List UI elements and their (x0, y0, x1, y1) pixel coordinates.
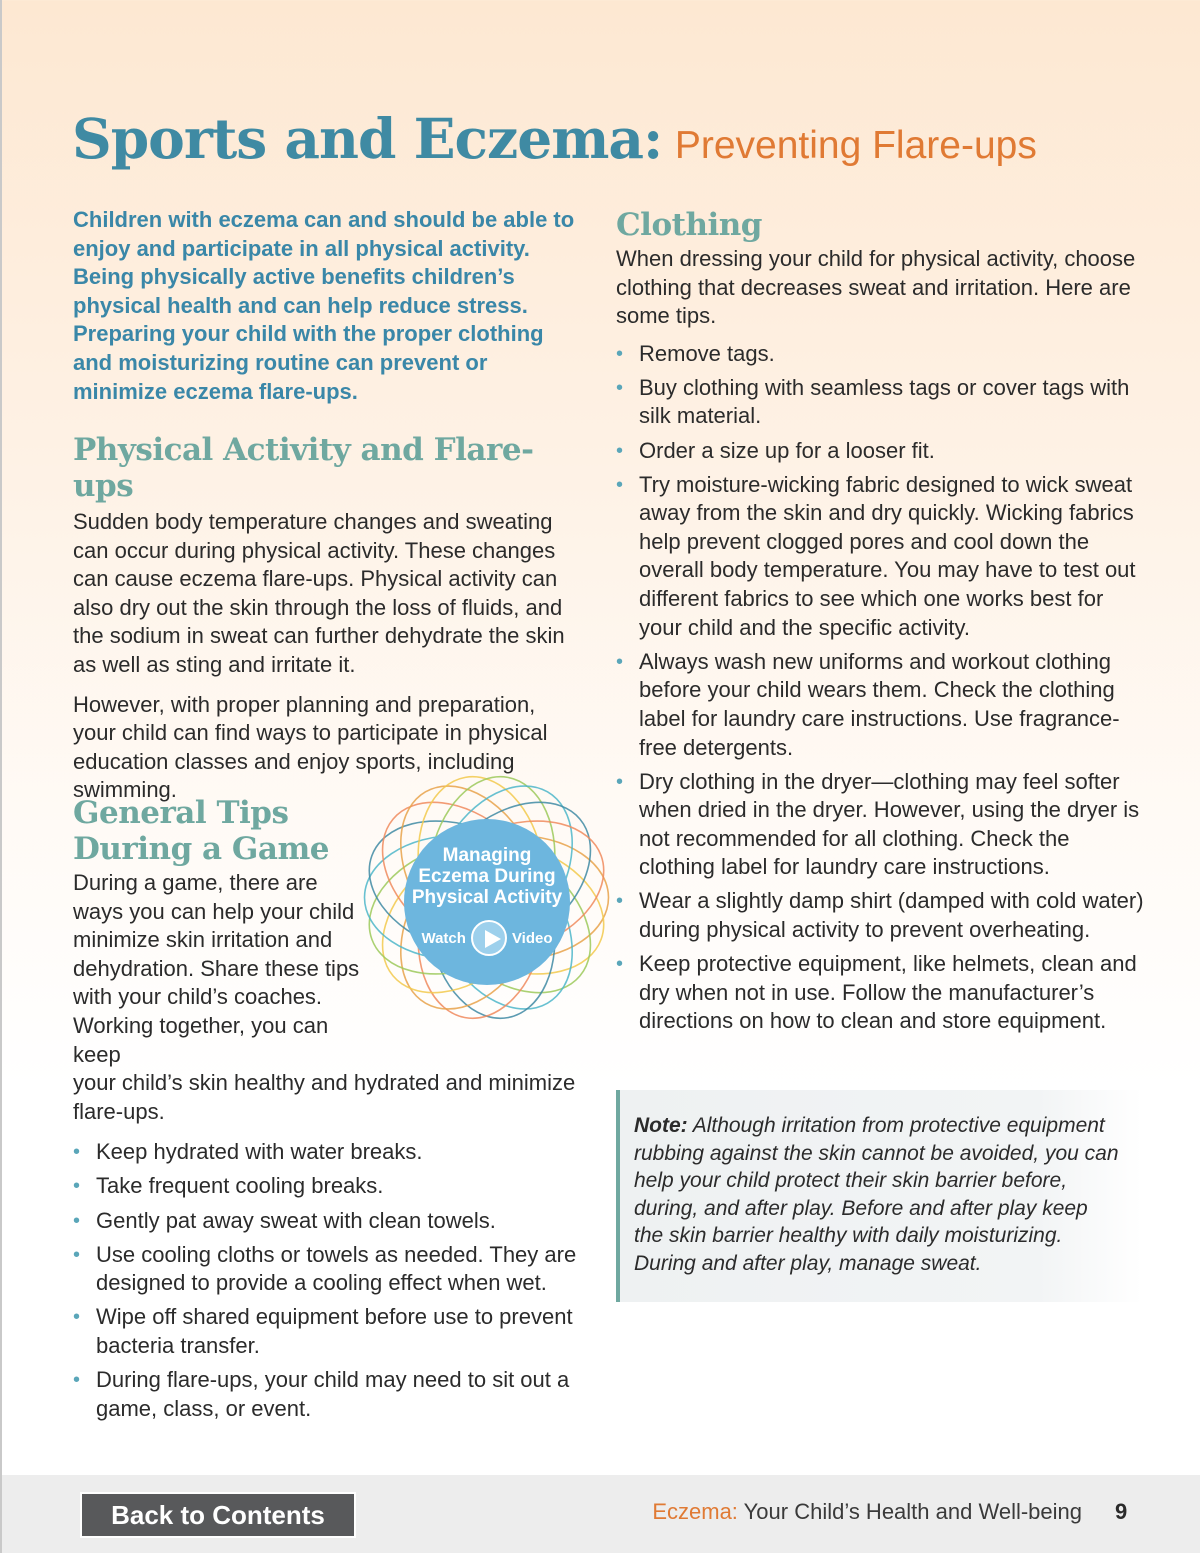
physical-activity-paragraph: However, with proper planning and preparation, your child can find ways to participate in physical education classes and enjoy sports, including swimming. (73, 691, 548, 803)
general-tips-heading-line: During a Game (73, 831, 330, 867)
general-tips-list (73, 1138, 578, 1423)
list-item: • Remove tags. (616, 340, 1146, 369)
list-item: • Buy clothing with seamless tags or cover tags with silk material. (616, 374, 1146, 431)
list-item: • During flare-ups, your child may need to sit out a game, class, or event. (73, 1366, 578, 1423)
publication-brand: Eczema: (652, 1499, 738, 1524)
list-item: • Wipe off shared equipment before use to prevent bacteria transfer. (73, 1303, 578, 1360)
clothing-intro: When dressing your child for physical activity, choose clothing that decreases sweat and irritation. Here are some tips. (616, 246, 1136, 329)
play-icon[interactable] (471, 920, 507, 956)
clothing-list (616, 340, 1146, 1036)
list-item: • Take frequent cooling breaks. (73, 1172, 578, 1201)
clothing-heading: Clothing (616, 207, 762, 243)
note-box (616, 1090, 1142, 1302)
physical-activity-paragraph: Sudden body temperature changes and sweating can occur during physical activity. These changes can cause eczema flare-ups. Physical activity can also dry out the skin through the loss of fluids, and the sodium in sweat can further dehydrate the skin as well as sting and irritate it. (73, 509, 565, 677)
list-item: • Order a size up for a looser fit. (616, 437, 1146, 466)
watch-label: Watch (421, 929, 466, 947)
general-tips-intro-continued: your child’s skin healthy and hydrated and minimize flare-ups. (73, 1070, 576, 1124)
video-title: Managing Eczema During Physical Activity (411, 845, 563, 908)
clothing-section (616, 207, 1146, 1041)
page-title-sub: Preventing Flare-ups (674, 124, 1037, 167)
list-item: • Try moisture-wicking fabric designed to wick sweat away from the skin and dry quickly. Wicking fabrics help prevent clogged pores and cool down the overall body temperature. You may have to test out different fabrics to see which one works best for your child and the specific activity. (616, 471, 1146, 643)
page-footer (2, 1475, 1200, 1553)
list-item: • Gently pat away sweat with clean towels. (73, 1207, 578, 1236)
list-item: • Always wash new uniforms and workout clothing before your child wears them. Check the clothing label for laundry care instructions. Use fragrance-free detergents. (616, 648, 1146, 762)
page-number: 9 (1115, 1499, 1128, 1524)
page-title-main: Sports and Eczema: (72, 106, 663, 171)
physical-activity-heading: Physical Activity and Flare-ups (73, 432, 534, 504)
note-text: Although irritation from protective equipment rubbing against the skin cannot be avoided, you can help your child protect their skin barrier before, during, and after play. Before and after play keep the skin barrier healthy with daily moisturizing. During and after play, manage sweat. (634, 1114, 1119, 1275)
note-label: Note: (634, 1114, 688, 1137)
list-item: • Wear a slightly damp shirt (damped with cold water) during physical activity to prevent overheating. (616, 887, 1146, 944)
video-badge[interactable] (359, 770, 614, 1025)
page-title (72, 106, 1037, 171)
publication-subtitle: Your Child’s Health and Well-being (737, 1499, 1082, 1524)
video-label: Video (511, 929, 553, 947)
list-item: • Use cooling cloths or towels as needed. They are designed to provide a cooling effect when wet. (73, 1241, 578, 1298)
physical-activity-section (73, 432, 583, 805)
intro-paragraph: Children with eczema can and should be able to enjoy and participate in all physical activity. Being physically active benefits children’s physical health and can help reduce stress. Preparing your child with the proper clothing and moisturizing routine can prevent or minimize eczema flare-ups. (73, 207, 575, 404)
watch-video-button[interactable] (404, 819, 570, 985)
back-to-contents-button[interactable]: Back to Contents (80, 1492, 356, 1538)
publication-title (652, 1499, 1082, 1525)
general-tips-intro: During a game, there are ways you can help your child minimize skin irritation and dehydration. Share these tips with your child’s coaches. Working together, you can keep (73, 870, 360, 1067)
list-item: • Dry clothing in the dryer—clothing may feel softer when dried in the dryer. However, using the dryer is not recommended for all clothing. Check the clothing label for laundry care instructions. (616, 768, 1146, 882)
list-item: • Keep protective equipment, like helmets, clean and dry when not in use. Follow the manufacturer’s directions on how to clean and store equipment. (616, 950, 1146, 1036)
watch-video-row (421, 920, 552, 956)
general-tips-heading-line: General Tips (73, 795, 289, 831)
list-item: • Keep hydrated with water breaks. (73, 1138, 578, 1167)
